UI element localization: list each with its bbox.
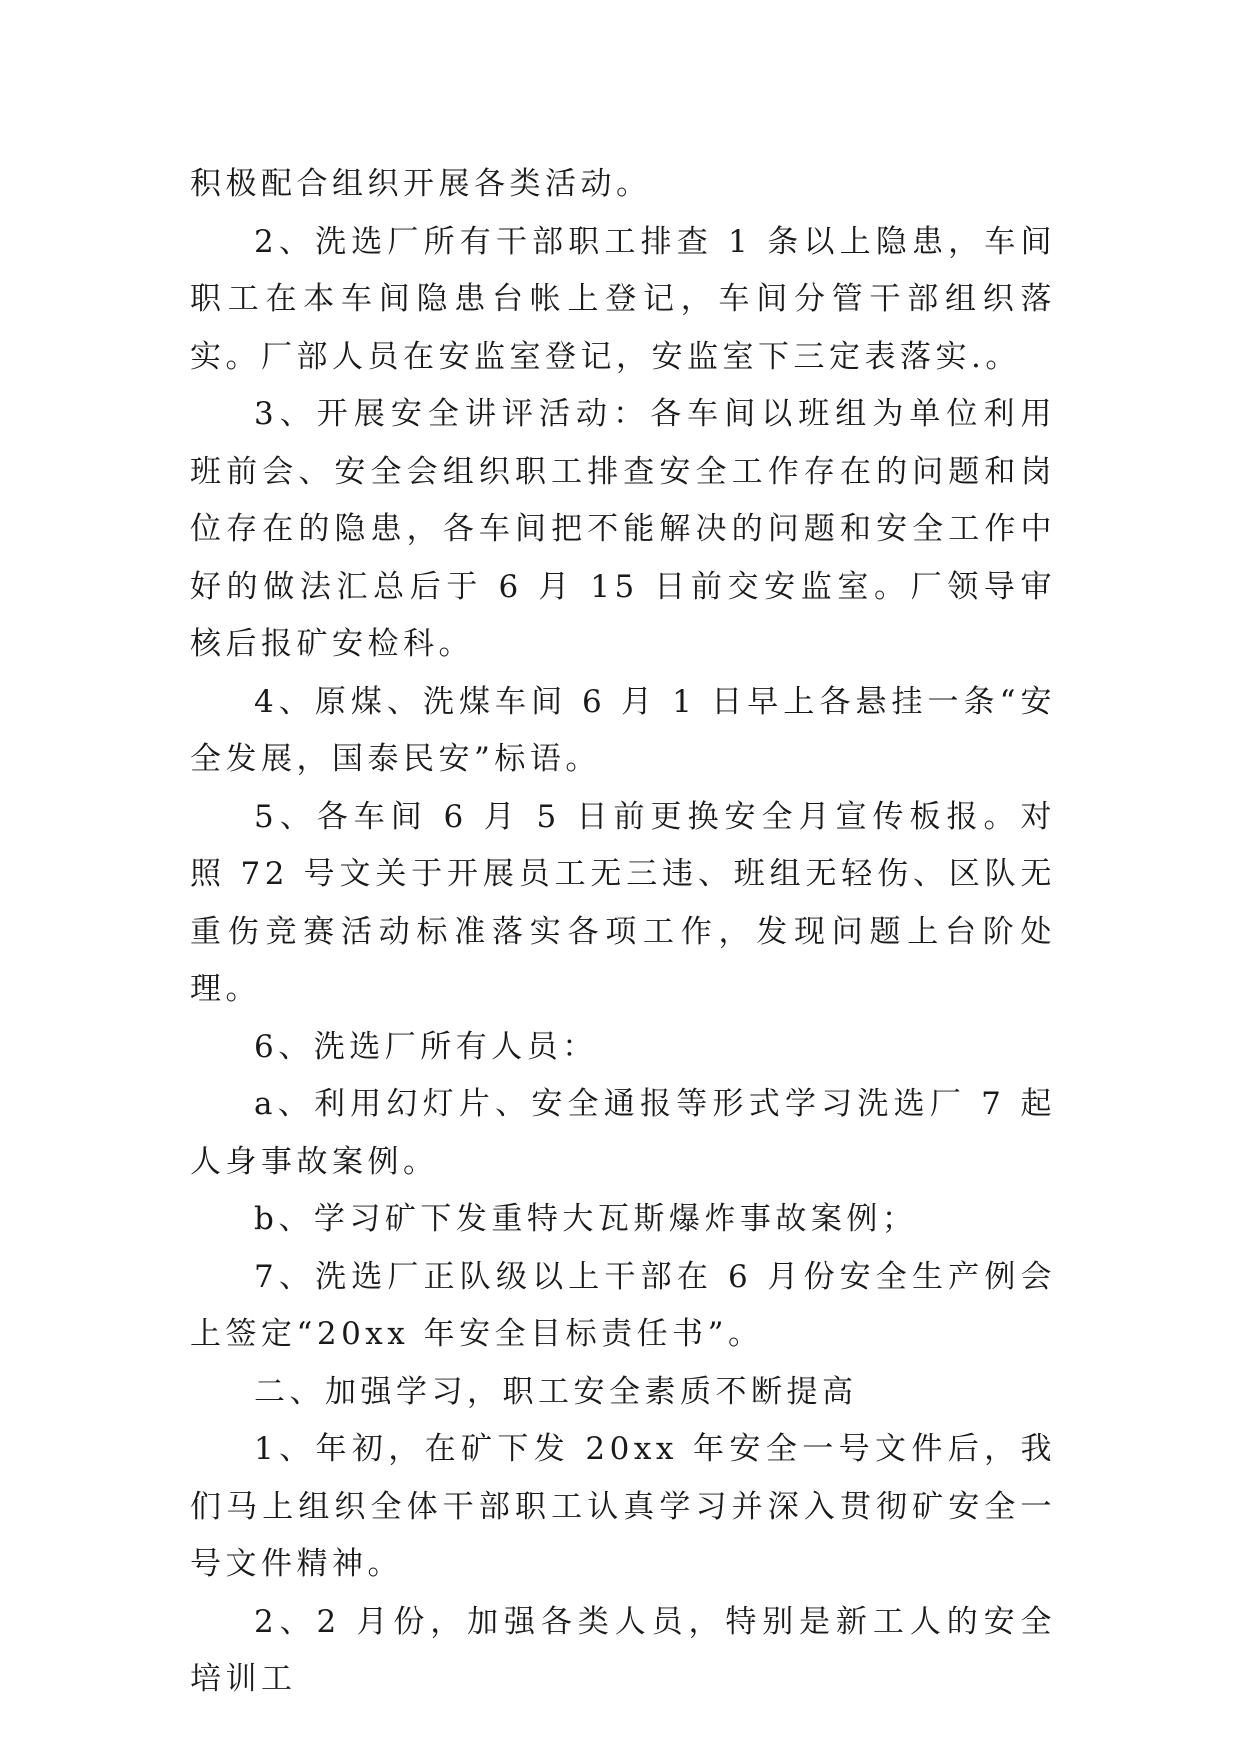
paragraph-2: 2、洗选厂所有干部职工排查 1 条以上隐患，车间职工在本车间隐患台帐上登记，车间分管干部组织落实。厂部人员在安监室登记，安监室下三定表落实.。 xyxy=(190,223,1056,375)
document-body xyxy=(190,156,1056,1709)
paragraph-5: 5、各车间 6 月 5 日前更换安全月宣传板报。对照 72 号文关于开展员工无三违、班组无轻伤、区队无重伤竞赛活动标准落实各项工作，发现问题上台阶处理。 xyxy=(190,798,1056,1007)
paragraph-1: 积极配合组织开展各类活动。 xyxy=(190,166,652,202)
paragraph-10: 1、年初，在矿下发 20xx 年安全一号文件后，我们马上组织全体干部职工认真学习并深入贯彻矿安全一号文件精神。 xyxy=(190,1431,1056,1582)
paragraph-7: a、利用幻灯片、安全通报等形式学习洗选厂 7 起人身事故案例。 xyxy=(190,1086,1056,1180)
paragraph-4: 4、原煤、洗煤车间 6 月 1 日早上各悬挂一条“安全发展，国泰民安”标语。 xyxy=(190,683,1056,777)
section-heading: 二、加强学习，职工安全素质不断提高 xyxy=(254,1373,858,1410)
paragraph-9: 7、洗选厂正队级以上干部在 6 月份安全生产例会上签定“20xx 年安全目标责任书”。 xyxy=(190,1258,1056,1352)
paragraph-11: 2、2 月份，加强各类人员，特别是新工人的安全培训工 xyxy=(190,1603,1056,1697)
paragraph-8: b、学习矿下发重特大瓦斯爆炸事故案例； xyxy=(254,1201,918,1237)
paragraph-3: 3、开展安全讲评活动：各车间以班组为单位利用班前会、安全会组织职工排查安全工作存在的问题和岗位存在的隐患，各车间把不能解决的问题和安全工作中好的做法汇总后于 6 月 15 日前交安监室。厂领导审核后报矿安检科。 xyxy=(190,396,1056,662)
paragraph-6: 6、洗选厂所有人员： xyxy=(254,1028,598,1065)
